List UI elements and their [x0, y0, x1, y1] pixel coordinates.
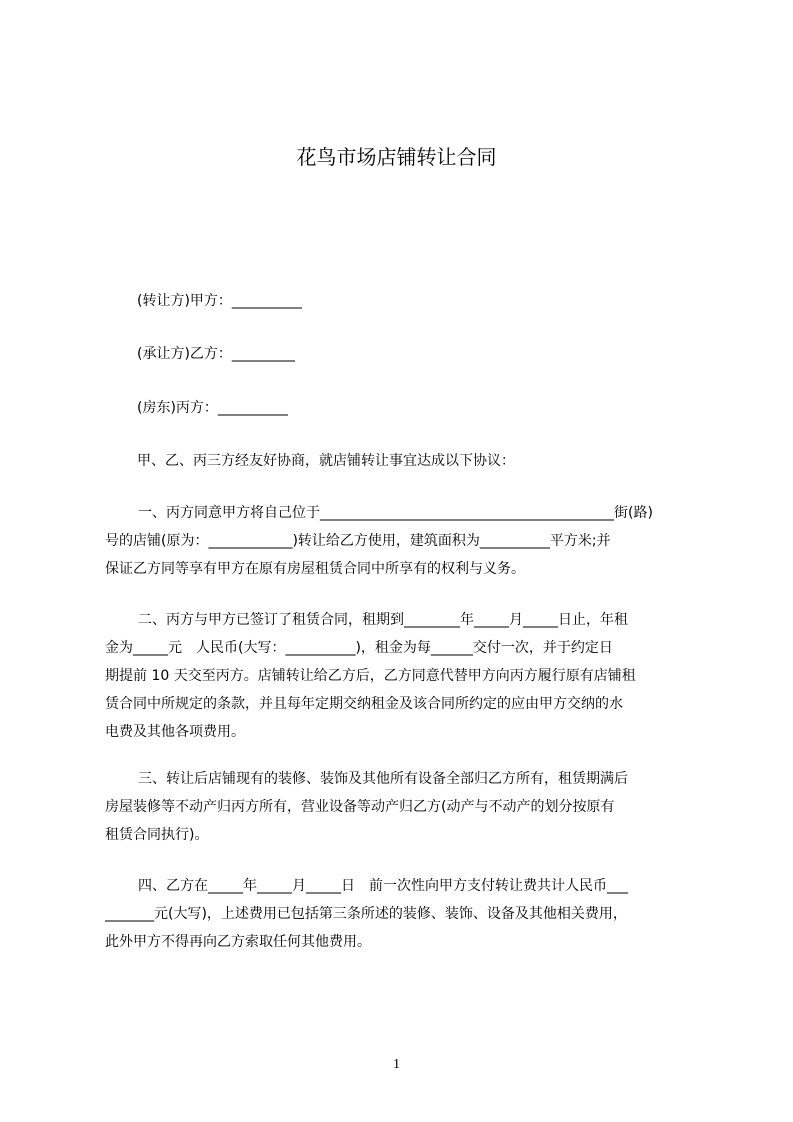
party-landlord: (房东)丙方：__________	[137, 400, 288, 416]
clause-line: 四、乙方在_____年_____月_____日 前一次性向甲方支付转让费共计人民币___	[138, 878, 628, 894]
page-number: 1	[393, 1057, 400, 1072]
clause-line: 三、转让后店铺现有的装修、装饰及其他所有设备全部归乙方所有，租赁期满后	[138, 771, 628, 787]
party-transferor: (转让方)甲方：__________	[137, 293, 302, 309]
clause-line: 金为_____元 人民币(大写：__________)，租金为每______交付一次，并于约定日	[105, 640, 613, 656]
clause-line: 赁合同中所规定的条款，并且每年定期交纳租金及该合同所约定的应由甲方交纳的水	[105, 696, 623, 712]
clause-line: 房屋装修等不动产归丙方所有，营业设备等动产归乙方(动产与不动产的划分按原有	[105, 799, 615, 815]
clause-line: 此外甲方不得再向乙方索取任何其他费用。	[105, 934, 371, 950]
clause-line: 保证乙方同等享有甲方在原有房屋租赁合同中所享有的权利与义务。	[105, 561, 525, 577]
clause-1	[105, 499, 697, 583]
clause-2	[105, 606, 697, 746]
intro-paragraph: 甲、乙、丙三方经友好协商，就店铺转让事宜达成以下协议：	[137, 453, 515, 469]
party-transferee: (承让方)乙方：_________	[137, 346, 295, 362]
clause-4	[105, 872, 697, 956]
clause-line: 二、丙方与甲方已签订了租赁合同，租期到________年_____月_____日止，年租	[138, 612, 628, 628]
clause-line: 号的店铺(原为：____________)转让给乙方使用，建筑面积为__________平方米;并	[105, 533, 611, 549]
clause-line: 租赁合同执行)。	[105, 827, 209, 843]
clause-line: 电费及其他各项费用。	[105, 724, 245, 740]
clause-line: 期提前 10 天交至丙方。店铺转让给乙方后，乙方同意代替甲方向丙方履行原有店铺租	[105, 668, 636, 684]
clause-line: _______元(大写)，上述费用已包括第三条所述的装修、装饰、设备及其他相关费用，	[105, 906, 627, 922]
clause-3	[105, 765, 697, 849]
page-title: 花鸟市场店铺转让合同	[296, 145, 497, 169]
clause-line: 一、丙方同意甲方将自己位于__________________________________________街(路)	[138, 505, 653, 521]
